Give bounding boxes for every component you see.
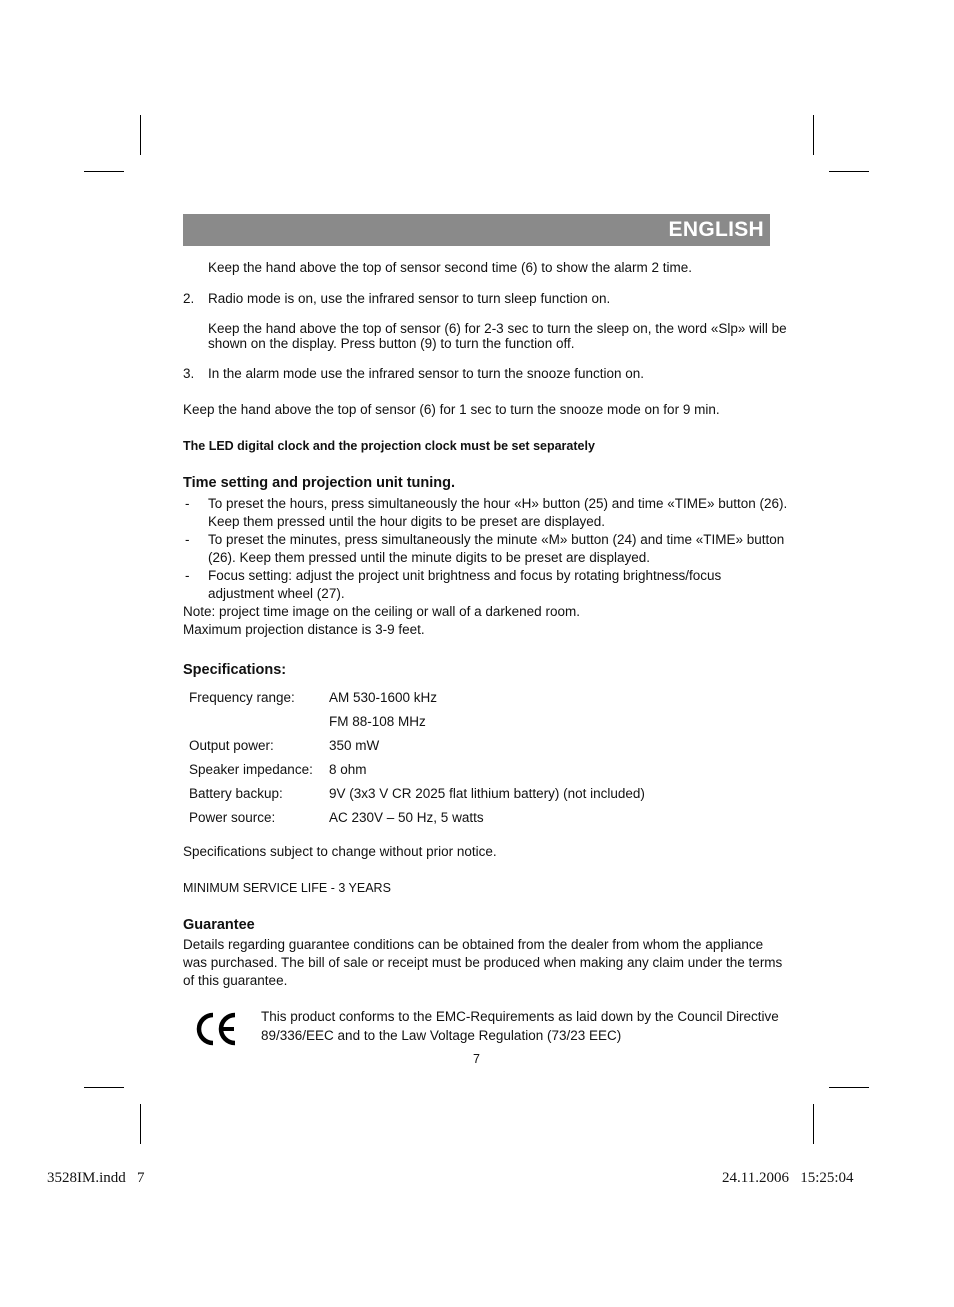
bullet-dash-1: -	[185, 496, 190, 511]
crop-mark-top-right-vertical	[813, 115, 814, 155]
item-number-3: 3.	[183, 366, 195, 381]
footer-timestamp: 24.11.2006 15:25:04	[722, 1170, 854, 1186]
ce-mark-icon	[193, 1009, 239, 1049]
bullet-3-line1: Focus setting: adjust the project unit brightness and focus by rotating brightness/focus	[208, 568, 722, 583]
spec-value: 9V (3x3 V CR 2025 flat lithium battery) (not included)	[329, 786, 645, 801]
spec-label: Speaker impedance:	[189, 762, 313, 777]
footer-file-name: 3528IM.indd 7	[47, 1170, 145, 1186]
spec-value: AM 530-1600 kHz	[329, 690, 438, 705]
item-number-2: 2.	[183, 291, 195, 306]
guarantee-heading: Guarantee	[183, 917, 255, 933]
bullet-3-line2: adjustment wheel (27).	[208, 586, 345, 601]
spec-value: 8 ohm	[329, 762, 367, 777]
conformity-line1: This product conforms to the EMC-Requirements as laid down by the Council Directive	[261, 1009, 779, 1024]
spec-label: Output power:	[189, 738, 274, 753]
conformity-line2: 89/336/EEC and to the Law Voltage Regulation (73/23 EEC)	[261, 1028, 622, 1043]
guarantee-line3: of this guarantee.	[183, 973, 288, 988]
crop-mark-bottom-left-horizontal	[84, 1087, 124, 1088]
snooze-instruction: Keep the hand above the top of sensor (6) for 1 sec to turn the snooze mode on for 9 min.	[183, 402, 720, 417]
guarantee-line2: was purchased. The bill of sale or receipt must be produced when making any claim under the terms	[183, 955, 783, 970]
bullet-1-line2: Keep them pressed until the hour digits to be preset are displayed.	[208, 514, 605, 529]
crop-mark-bottom-right-horizontal	[829, 1087, 869, 1088]
bullet-1-line1: To preset the hours, press simultaneously the hour «H» button (25) and time «TIME» button (26).	[208, 496, 788, 511]
specs-subject-to-change: Specifications subject to change without prior notice.	[183, 844, 497, 859]
language-header-bar	[183, 214, 770, 246]
crop-mark-top-right-horizontal	[829, 171, 869, 172]
page-number: 7	[473, 1052, 480, 1066]
alarm2-instruction: Keep the hand above the top of sensor second time (6) to show the alarm 2 time.	[208, 260, 693, 275]
crop-mark-top-left-vertical	[140, 115, 141, 155]
spec-value: 350 mW	[329, 738, 380, 753]
bullet-dash-3: -	[185, 568, 190, 583]
spec-value: FM 88-108 MHz	[329, 714, 426, 729]
spec-value: AC 230V – 50 Hz, 5 watts	[329, 810, 484, 825]
crop-mark-bottom-right-vertical	[813, 1104, 814, 1144]
specifications-heading: Specifications:	[183, 662, 287, 678]
set-separately-note: The LED digital clock and the projection clock must be set separately	[183, 439, 595, 453]
item-3-text: In the alarm mode use the infrared sensor to turn the snooze function on.	[208, 366, 645, 381]
item-2-detail-line1: Keep the hand above the top of sensor (6) for 2-3 sec to turn the sleep on, the word «Slp» will be	[208, 321, 787, 336]
item-2-detail-line2: shown on the display. Press button (9) to turn the function off.	[208, 336, 575, 351]
service-life: MINIMUM SERVICE LIFE - 3 YEARS	[183, 881, 391, 895]
projection-note: Note: project time image on the ceiling or wall of a darkened room.	[183, 604, 580, 619]
max-projection-distance: Maximum projection distance is 3-9 feet.	[183, 622, 425, 637]
spec-label: Power source:	[189, 810, 276, 825]
item-2-text: Radio mode is on, use the infrared sensor to turn sleep function on.	[208, 291, 611, 306]
spec-label: Battery backup:	[189, 786, 283, 801]
guarantee-line1: Details regarding guarantee conditions can be obtained from the dealer from whom the appliance	[183, 937, 764, 952]
bullet-2-line1: To preset the minutes, press simultaneously the minute «M» button (24) and time «TIME» button	[208, 532, 785, 547]
crop-mark-bottom-left-vertical	[140, 1104, 141, 1144]
language-label: ENGLISH	[668, 218, 764, 241]
spec-label: Frequency range:	[189, 690, 295, 705]
crop-mark-top-left-horizontal	[84, 171, 124, 172]
bullet-2-line2: (26). Keep them pressed until the minute digits to be preset are displayed.	[208, 550, 650, 565]
time-setting-heading: Time setting and projection unit tuning.	[183, 475, 456, 491]
bullet-dash-2: -	[185, 532, 190, 547]
